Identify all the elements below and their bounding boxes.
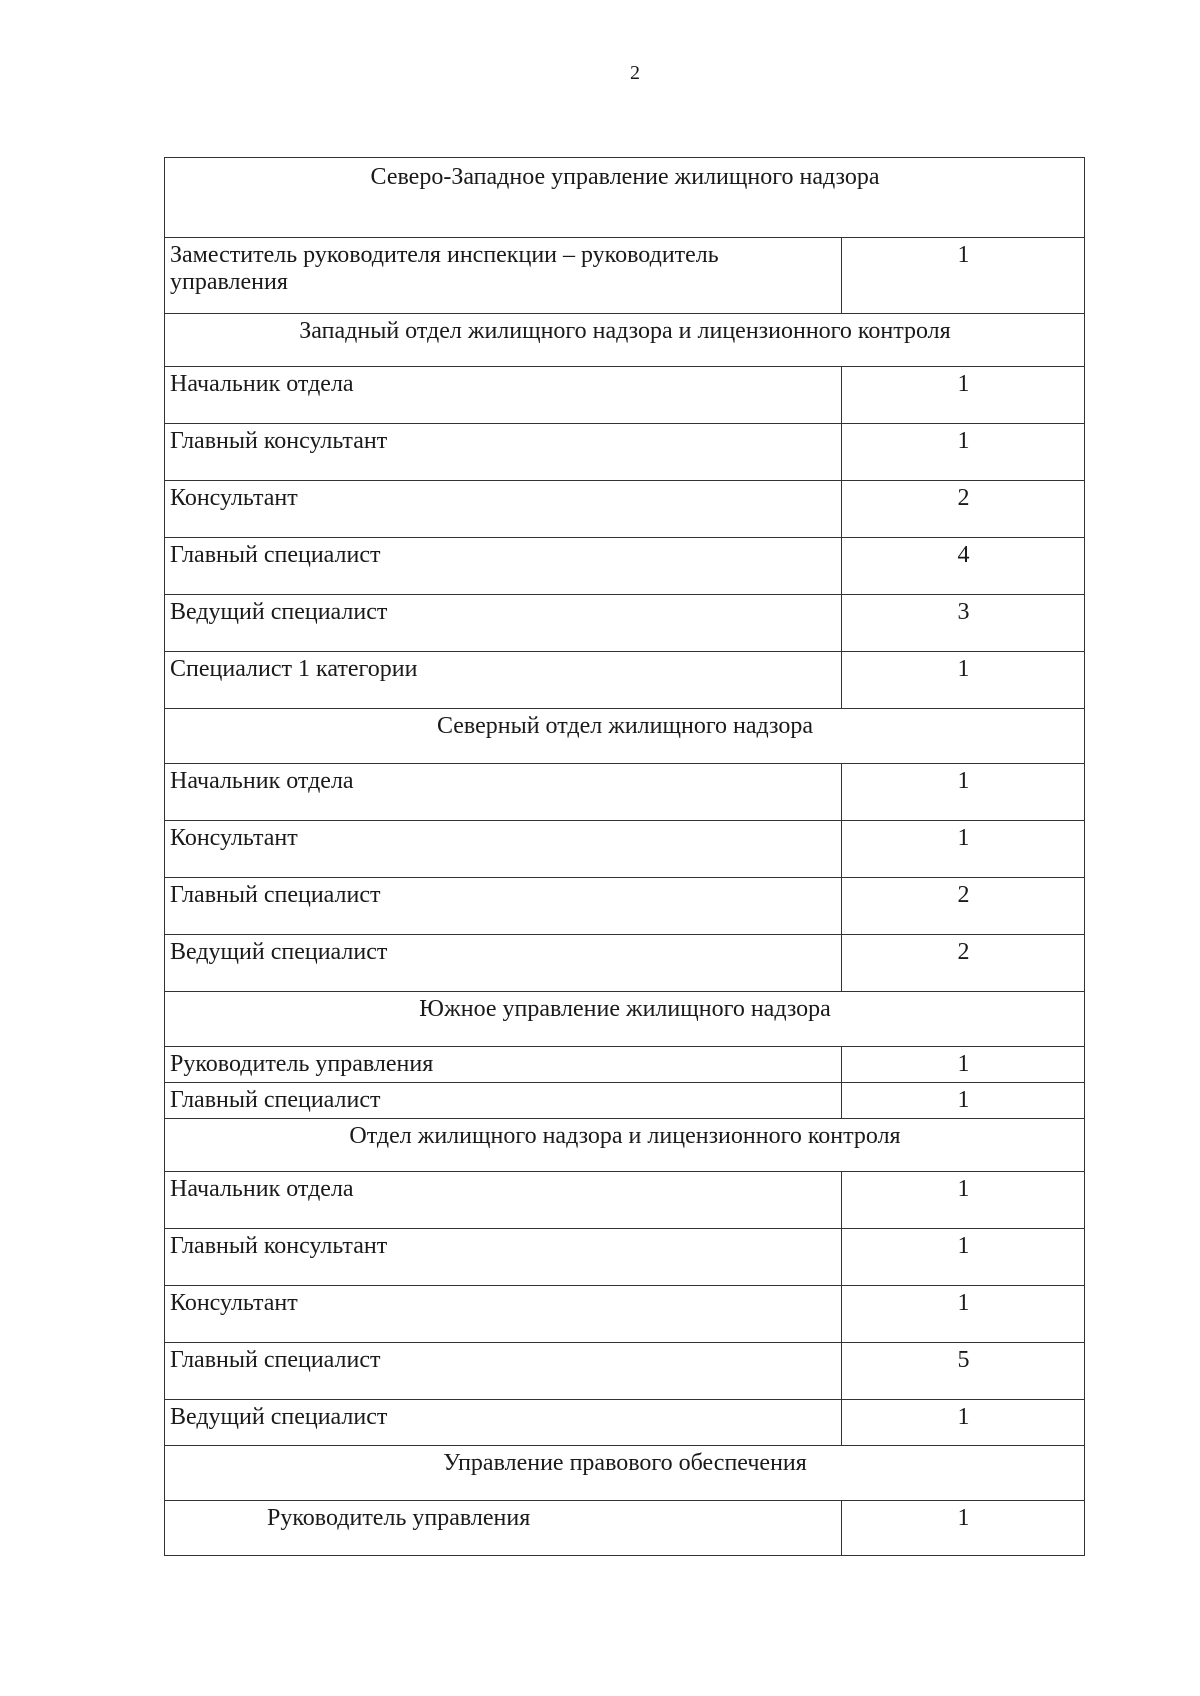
section-header-row: [165, 314, 1085, 367]
position-count: 4: [842, 538, 1085, 595]
position-name: Главный специалист: [165, 878, 842, 935]
position-name: Заместитель руководителя инспекции – руководитель управления: [165, 238, 842, 314]
staffing-table: [164, 157, 1085, 1556]
section-title: Управление правового обеспечения: [165, 1446, 1085, 1501]
position-count: 5: [842, 1343, 1085, 1400]
position-name: Главный специалист: [165, 1083, 842, 1119]
position-count: 1: [842, 238, 1085, 314]
page-number: 2: [630, 62, 640, 84]
position-name: Руководитель управления: [165, 1047, 842, 1083]
table-row: [165, 1501, 1085, 1556]
table-row: [165, 1083, 1085, 1119]
position-name: Консультант: [165, 821, 842, 878]
section-title: Западный отдел жилищного надзора и лицензионного контроля: [165, 314, 1085, 367]
position-count: 1: [842, 367, 1085, 424]
position-name: Ведущий специалист: [165, 595, 842, 652]
section-title: Северный отдел жилищного надзора: [165, 709, 1085, 764]
position-count: 1: [842, 1400, 1085, 1446]
table-row: [165, 1229, 1085, 1286]
section-title: Отдел жилищного надзора и лицензионного контроля: [165, 1119, 1085, 1172]
section-title: Южное управление жилищного надзора: [165, 992, 1085, 1047]
table-row: [165, 538, 1085, 595]
position-name: Начальник отдела: [165, 367, 842, 424]
position-count: 2: [842, 481, 1085, 538]
position-count: 1: [842, 424, 1085, 481]
position-name: Ведущий специалист: [165, 1400, 842, 1446]
table-row: [165, 652, 1085, 709]
table-row: [165, 1047, 1085, 1083]
position-name: Главный специалист: [165, 538, 842, 595]
position-name: Главный консультант: [165, 1229, 842, 1286]
position-count: 2: [842, 878, 1085, 935]
table-row: [165, 1400, 1085, 1446]
position-count: 1: [842, 1501, 1085, 1556]
position-count: 1: [842, 652, 1085, 709]
table-row: [165, 481, 1085, 538]
section-header-row: [165, 1446, 1085, 1501]
table-row: [165, 1172, 1085, 1229]
table-row: [165, 764, 1085, 821]
table-row: [165, 424, 1085, 481]
table-row: [165, 1286, 1085, 1343]
section-header-row: [165, 158, 1085, 238]
section-header-row: [165, 1119, 1085, 1172]
position-name: Начальник отдела: [165, 1172, 842, 1229]
table-row: [165, 821, 1085, 878]
position-count: 1: [842, 1083, 1085, 1119]
position-name: Консультант: [165, 481, 842, 538]
position-count: 1: [842, 764, 1085, 821]
position-name: Специалист 1 категории: [165, 652, 842, 709]
position-count: 1: [842, 821, 1085, 878]
position-count: 1: [842, 1172, 1085, 1229]
position-count: 1: [842, 1047, 1085, 1083]
section-header-row: [165, 709, 1085, 764]
position-name: Ведущий специалист: [165, 935, 842, 992]
position-name: Главный специалист: [165, 1343, 842, 1400]
table-row: [165, 238, 1085, 314]
position-name: Начальник отдела: [165, 764, 842, 821]
position-count: 2: [842, 935, 1085, 992]
table-row: [165, 1343, 1085, 1400]
section-header-row: [165, 992, 1085, 1047]
section-title: Северо-Западное управление жилищного надзора: [165, 158, 1085, 238]
position-name: Руководитель управления: [165, 1501, 842, 1556]
position-count: 1: [842, 1229, 1085, 1286]
table-row: [165, 878, 1085, 935]
position-name: Консультант: [165, 1286, 842, 1343]
position-count: 3: [842, 595, 1085, 652]
table-row: [165, 595, 1085, 652]
position-count: 1: [842, 1286, 1085, 1343]
table-row: [165, 367, 1085, 424]
position-name: Главный консультант: [165, 424, 842, 481]
table-row: [165, 935, 1085, 992]
